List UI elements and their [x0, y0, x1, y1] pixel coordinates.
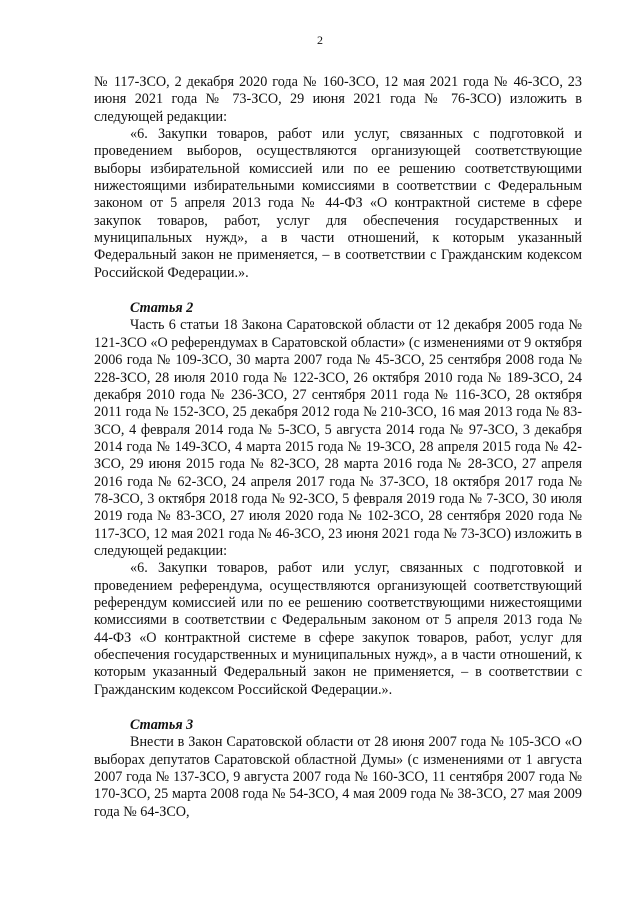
heading-article-3: Статья 3	[130, 717, 194, 734]
paragraph-article-2-intro: Часть 6 статьи 18 Закона Саратовской области от 12 декабря 2005 года № 121-ЗСО «О референдумах в Саратовской области» (с изменениями от 9 октября 2006 года № 109-ЗСО, 30 марта 2007 года № 45-ЗСО, 25 сентября 2008 года № 228-ЗСО, 28 июля 2010 года № 122-ЗСО, 26 октября 2010 года № 189-ЗСО, 24 декабря 2010 года № 236-ЗСО, 27 сентября 2011 года № 116-ЗСО, 28 октября 2011 года № 152-ЗСО, 25 декабря 2012 года № 210-ЗСО, 16 мая 2013 года № 83-ЗСО, 4 февраля 2014 года № 5-ЗСО, 5 августа 2014 года № 97-ЗСО, 3 декабря 2014 года № 149-ЗСО, 4 марта 2015 года № 19-ЗСО, 28 апреля 2015 года № 42-ЗСО, 29 июня 2015 года № 82-ЗСО, 28 марта 2016 года № 28-ЗСО, 27 апреля 2016 года № 62-ЗСО, 24 апреля 2017 года № 37-ЗСО, 18 октября 2017 года № 78-ЗСО, 3 октября 2018 года № 92-ЗСО, 5 февраля 2019 года № 7-ЗСО, 30 июля 2019 года № 83-ЗСО, 27 июля 2020 года № 102-ЗСО, 28 сентября 2020 года № 117-ЗСО, 12 мая 2021 года № 46-ЗСО, 23 июня 2021 года № 73-ЗСО) изложить в следующей редакции:	[94, 317, 582, 559]
paragraph-article-1-quote: «6. Закупки товаров, работ или услуг, связанных с подготовкой и проведением выборов, осуществляются организующей соответствующие выборы избирательной комиссией или по ее решению соответствующими нижестоящими избирательными комиссиями в соответствии с Федеральным законом от 5 апреля 2013 года № 44-ФЗ «О контрактной системе в сфере закупок товаров, работ, услуг для обеспечения государственных и муниципальных нужд», а в части отношений, к которым указанный Федеральный закон не применяется, – в соответствии с Гражданским кодексом Российской Федерации.».	[94, 126, 582, 281]
page-number: 2	[317, 33, 323, 47]
paragraph-article-2-quote: «6. Закупки товаров, работ или услуг, связанных с подготовкой и проведением референдума, осуществляются организующей соответствующий референдум комиссией или по ее решению соответствующими нижестоящими комиссиями в соответствии с Федеральным законом от 5 апреля 2013 года № 44-ФЗ «О контрактной системе в сфере закупок товаров, работ, услуг для обеспечения государственных и муниципальных нужд», а в части отношений, к которым указанный Федеральный закон не применяется, – в соответствии с Гражданским кодексом Российской Федерации.».	[94, 560, 582, 698]
heading-article-2: Статья 2	[130, 300, 194, 317]
paragraph-continuation: № 117-ЗСО, 2 декабря 2020 года № 160-ЗСО, 12 мая 2021 года № 46-ЗСО, 23 июня 2021 года № 73-ЗСО, 29 июня 2021 года № 76-ЗСО) изложить в следующей редакции:	[94, 74, 582, 125]
paragraph-article-3-intro: Внести в Закон Саратовской области от 28 июня 2007 года № 105-ЗСО «О выборах депутатов Саратовской областной Думы» (с изменениями от 1 августа 2007 года № 137-ЗСО, 9 августа 2007 года № 160-ЗСО, 11 сентября 2007 года № 170-ЗСО, 25 марта 2008 года № 54-ЗСО, 4 мая 2009 года № 38-ЗСО, 27 мая 2009 года № 64-ЗСО,	[94, 734, 582, 820]
document-body	[94, 74, 582, 821]
